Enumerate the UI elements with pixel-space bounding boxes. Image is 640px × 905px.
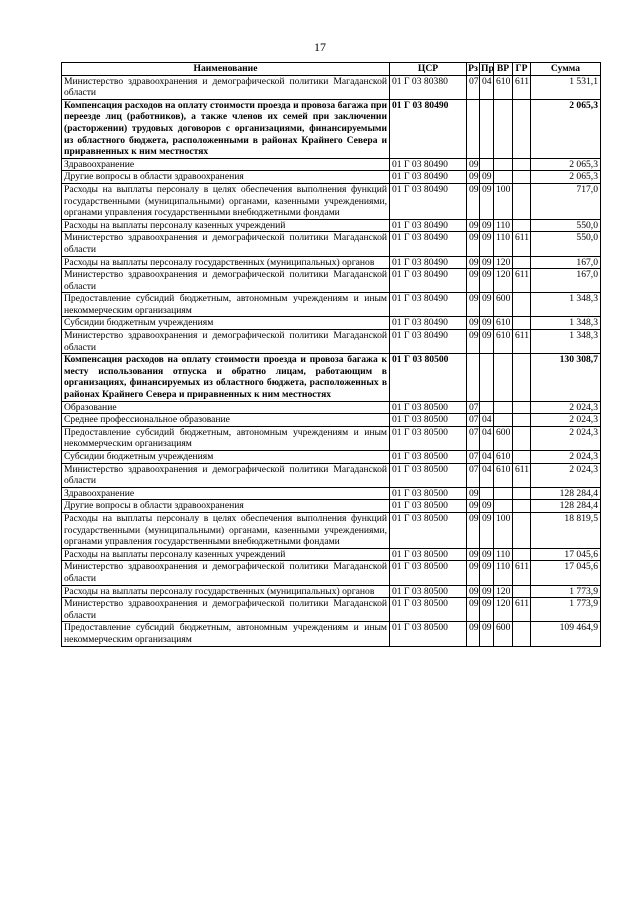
pr-cell: 09	[480, 269, 494, 293]
csr-cell: 01 Г 03 80490	[390, 219, 467, 232]
gr-cell	[513, 451, 531, 464]
rz-cell: 07	[467, 414, 480, 427]
name-cell: Министерство здравоохранения и демографической политики Магаданской области	[62, 330, 390, 354]
sum-cell: 2 065,3	[531, 99, 601, 158]
vr-cell: 610	[494, 75, 513, 99]
table-row	[62, 317, 601, 330]
csr-cell: 01 Г 03 80500	[390, 500, 467, 513]
pr-cell	[480, 401, 494, 414]
vr-cell	[494, 158, 513, 171]
gr-cell	[513, 487, 531, 500]
table-row	[62, 354, 601, 401]
table-row	[62, 75, 601, 99]
gr-cell	[513, 256, 531, 269]
gr-cell: 611	[513, 598, 531, 622]
csr-cell: 01 Г 03 80490	[390, 330, 467, 354]
rz-cell: 07	[467, 426, 480, 450]
sum-cell: 1 348,3	[531, 317, 601, 330]
rz-cell: 09	[467, 548, 480, 561]
vr-cell: 120	[494, 256, 513, 269]
sum-cell: 550,0	[531, 219, 601, 232]
pr-cell: 09	[480, 330, 494, 354]
header-name: Наименование	[62, 63, 390, 76]
sum-cell: 2 024,3	[531, 451, 601, 464]
name-cell: Предоставление субсидий бюджетным, автономным учреждениям и иным некоммерческим организациям	[62, 622, 390, 646]
sum-cell: 130 308,7	[531, 354, 601, 401]
pr-cell: 09	[480, 585, 494, 598]
sum-cell: 2 024,3	[531, 401, 601, 414]
name-cell: Другие вопросы в области здравоохранения	[62, 500, 390, 513]
sum-cell: 2 065,3	[531, 158, 601, 171]
rz-cell: 07	[467, 463, 480, 487]
vr-cell: 610	[494, 317, 513, 330]
name-cell: Предоставление субсидий бюджетным, автономным учреждениям и иным некоммерческим организациям	[62, 293, 390, 317]
name-cell: Расходы на выплаты персоналу в целях обеспечения выполнения функций государственными (муниципальными) органами, казенными учреждениями, органами управления государственными внебюджетными фондами	[62, 183, 390, 219]
name-cell: Министерство здравоохранения и демографической политики Магаданской области	[62, 232, 390, 256]
table-row	[62, 561, 601, 585]
rz-cell	[467, 99, 480, 158]
rz-cell: 07	[467, 401, 480, 414]
rz-cell: 09	[467, 330, 480, 354]
rz-cell: 09	[467, 293, 480, 317]
sum-cell: 1 531,1	[531, 75, 601, 99]
header-pr: Пр	[481, 63, 494, 74]
gr-cell	[513, 622, 531, 646]
rz-cell: 07	[467, 75, 480, 99]
name-cell: Здравоохранение	[62, 487, 390, 500]
gr-cell	[513, 183, 531, 219]
sum-cell: 17 045,6	[531, 561, 601, 585]
pr-cell: 09	[480, 512, 494, 548]
rz-cell: 09	[467, 500, 480, 513]
csr-cell: 01 Г 03 80490	[390, 232, 467, 256]
vr-cell: 110	[494, 219, 513, 232]
vr-cell: 600	[494, 293, 513, 317]
gr-cell: 611	[513, 269, 531, 293]
pr-cell	[480, 99, 494, 158]
sum-cell: 2 024,3	[531, 463, 601, 487]
sum-cell: 1 348,3	[531, 293, 601, 317]
pr-cell: 04	[480, 426, 494, 450]
csr-cell: 01 Г 03 80500	[390, 585, 467, 598]
gr-cell	[513, 317, 531, 330]
rz-cell: 09	[467, 487, 480, 500]
csr-cell: 01 Г 03 80490	[390, 158, 467, 171]
vr-cell: 120	[494, 269, 513, 293]
sum-cell: 128 284,4	[531, 487, 601, 500]
vr-cell: 110	[494, 548, 513, 561]
table-row	[62, 256, 601, 269]
rz-cell: 09	[467, 232, 480, 256]
csr-cell: 01 Г 03 80490	[390, 256, 467, 269]
vr-cell	[494, 171, 513, 184]
vr-cell	[494, 487, 513, 500]
vr-cell: 100	[494, 183, 513, 219]
name-cell: Министерство здравоохранения и демографической политики Магаданской области	[62, 598, 390, 622]
header-rz: Рз	[468, 63, 478, 74]
rz-cell: 09	[467, 219, 480, 232]
name-cell: Субсидии бюджетным учреждениям	[62, 317, 390, 330]
name-cell: Расходы на выплаты персоналу государственных (муниципальных) органов	[62, 585, 390, 598]
table-row	[62, 451, 601, 464]
gr-cell	[513, 500, 531, 513]
pr-cell: 04	[480, 463, 494, 487]
pr-cell: 09	[480, 256, 494, 269]
vr-cell	[494, 500, 513, 513]
csr-cell: 01 Г 03 80500	[390, 487, 467, 500]
table-row	[62, 269, 601, 293]
rz-cell: 07	[467, 451, 480, 464]
pr-cell: 09	[480, 219, 494, 232]
table-row	[62, 183, 601, 219]
sum-cell: 550,0	[531, 232, 601, 256]
table-row	[62, 99, 601, 158]
gr-cell: 611	[513, 330, 531, 354]
table-row	[62, 171, 601, 184]
table-row	[62, 463, 601, 487]
rz-cell: 09	[467, 171, 480, 184]
table-row	[62, 426, 601, 450]
sum-cell: 2 024,3	[531, 414, 601, 427]
name-cell: Другие вопросы в области здравоохранения	[62, 171, 390, 184]
gr-cell	[513, 354, 531, 401]
csr-cell: 01 Г 03 80490	[390, 183, 467, 219]
vr-cell	[494, 99, 513, 158]
pr-cell	[480, 158, 494, 171]
rz-cell: 09	[467, 317, 480, 330]
name-cell: Образование	[62, 401, 390, 414]
rz-cell: 09	[467, 256, 480, 269]
vr-cell: 110	[494, 561, 513, 585]
gr-cell	[513, 401, 531, 414]
gr-cell	[513, 171, 531, 184]
vr-cell: 610	[494, 330, 513, 354]
vr-cell: 120	[494, 598, 513, 622]
header-gr: ГР	[513, 63, 531, 76]
csr-cell: 01 Г 03 80500	[390, 622, 467, 646]
vr-cell: 120	[494, 585, 513, 598]
sum-cell: 1 348,3	[531, 330, 601, 354]
gr-cell: 611	[513, 232, 531, 256]
header-csr: ЦСР	[390, 63, 467, 76]
gr-cell	[513, 414, 531, 427]
sum-cell: 2 024,3	[531, 426, 601, 450]
vr-cell: 110	[494, 232, 513, 256]
rz-cell: 09	[467, 183, 480, 219]
gr-cell	[513, 512, 531, 548]
pr-cell: 09	[480, 561, 494, 585]
name-cell: Здравоохранение	[62, 158, 390, 171]
csr-cell: 01 Г 03 80490	[390, 269, 467, 293]
csr-cell: 01 Г 03 80380	[390, 75, 467, 99]
name-cell: Расходы на выплаты персоналу государственных (муниципальных) органов	[62, 256, 390, 269]
vr-cell	[494, 354, 513, 401]
csr-cell: 01 Г 03 80500	[390, 548, 467, 561]
sum-cell: 167,0	[531, 256, 601, 269]
csr-cell: 01 Г 03 80500	[390, 512, 467, 548]
sum-cell: 1 773,9	[531, 598, 601, 622]
name-cell: Расходы на выплаты персоналу казенных учреждений	[62, 548, 390, 561]
header-sum: Сумма	[531, 63, 601, 76]
gr-cell	[513, 585, 531, 598]
table-row	[62, 512, 601, 548]
rz-cell: 09	[467, 622, 480, 646]
rz-cell: 09	[467, 561, 480, 585]
pr-cell	[480, 487, 494, 500]
name-cell: Субсидии бюджетным учреждениям	[62, 451, 390, 464]
csr-cell: 01 Г 03 80500	[390, 426, 467, 450]
csr-cell: 01 Г 03 80500	[390, 561, 467, 585]
name-cell: Министерство здравоохранения и демографической политики Магаданской области	[62, 75, 390, 99]
sum-cell: 167,0	[531, 269, 601, 293]
table-row	[62, 414, 601, 427]
sum-cell: 17 045,6	[531, 548, 601, 561]
sum-cell: 128 284,4	[531, 500, 601, 513]
vr-cell: 600	[494, 622, 513, 646]
name-cell: Компенсация расходов на оплату стоимости проезда и провоза багажа к месту использования отпуска и обратно лицам, работающим в организациях, финансируемых из областного бюджета, расположенных в районах Крайнего Севера и приравненных к ним местностях	[62, 354, 390, 401]
vr-cell: 610	[494, 451, 513, 464]
table-row	[62, 158, 601, 171]
vr-cell: 600	[494, 426, 513, 450]
pr-cell: 09	[480, 183, 494, 219]
rz-cell: 09	[467, 512, 480, 548]
name-cell: Расходы на выплаты персоналу в целях обеспечения выполнения функций государственными (муниципальными) органами, казенными учреждениями, органами управления государственными внебюджетными фондами	[62, 512, 390, 548]
table-row	[62, 548, 601, 561]
rz-cell: 09	[467, 585, 480, 598]
pr-cell	[480, 354, 494, 401]
table-row	[62, 401, 601, 414]
pr-cell: 09	[480, 598, 494, 622]
pr-cell: 09	[480, 171, 494, 184]
pr-cell: 09	[480, 317, 494, 330]
gr-cell	[513, 219, 531, 232]
table-row	[62, 232, 601, 256]
rz-cell	[467, 354, 480, 401]
csr-cell: 01 Г 03 80500	[390, 414, 467, 427]
gr-cell	[513, 99, 531, 158]
name-cell: Предоставление субсидий бюджетным, автономным учреждениям и иным некоммерческим организациям	[62, 426, 390, 450]
gr-cell: 611	[513, 561, 531, 585]
csr-cell: 01 Г 03 80490	[390, 317, 467, 330]
rz-cell: 09	[467, 598, 480, 622]
gr-cell	[513, 426, 531, 450]
table-header-row	[62, 63, 601, 76]
vr-cell	[494, 401, 513, 414]
table-row	[62, 219, 601, 232]
table-row	[62, 598, 601, 622]
table-row	[62, 487, 601, 500]
gr-cell	[513, 293, 531, 317]
table-body	[62, 75, 601, 646]
table-row	[62, 293, 601, 317]
pr-cell: 04	[480, 75, 494, 99]
csr-cell: 01 Г 03 80490	[390, 171, 467, 184]
csr-cell: 01 Г 03 80500	[390, 598, 467, 622]
sum-cell: 2 065,3	[531, 171, 601, 184]
vr-cell: 610	[494, 463, 513, 487]
table-row	[62, 330, 601, 354]
name-cell: Министерство здравоохранения и демографической политики Магаданской области	[62, 561, 390, 585]
pr-cell: 09	[480, 622, 494, 646]
csr-cell: 01 Г 03 80500	[390, 354, 467, 401]
pr-cell: 04	[480, 414, 494, 427]
csr-cell: 01 Г 03 80500	[390, 451, 467, 464]
gr-cell	[513, 548, 531, 561]
csr-cell: 01 Г 03 80490	[390, 293, 467, 317]
csr-cell: 01 Г 03 80500	[390, 463, 467, 487]
vr-cell	[494, 414, 513, 427]
name-cell: Компенсация расходов на оплату стоимости проезда и провоза багажа при переезде лиц (работников), а также членов их семей при заключении (расторжении) трудовых договоров с организациями, финансируемыми из областного бюджета, расположенными в районах Крайнего Севера и приравненных к ним местностях	[62, 99, 390, 158]
sum-cell: 18 819,5	[531, 512, 601, 548]
name-cell: Министерство здравоохранения и демографической политики Магаданской области	[62, 269, 390, 293]
pr-cell: 09	[480, 548, 494, 561]
name-cell: Среднее профессиональное образование	[62, 414, 390, 427]
gr-cell: 611	[513, 75, 531, 99]
gr-cell: 611	[513, 463, 531, 487]
rz-cell: 09	[467, 269, 480, 293]
table-row	[62, 500, 601, 513]
budget-table	[61, 62, 601, 647]
pr-cell: 09	[480, 500, 494, 513]
sum-cell: 717,0	[531, 183, 601, 219]
table-row	[62, 585, 601, 598]
rz-cell: 09	[467, 158, 480, 171]
pr-cell: 09	[480, 293, 494, 317]
pr-cell: 04	[480, 451, 494, 464]
gr-cell	[513, 158, 531, 171]
csr-cell: 01 Г 03 80500	[390, 401, 467, 414]
vr-cell: 100	[494, 512, 513, 548]
sum-cell: 1 773,9	[531, 585, 601, 598]
header-vr: ВР	[494, 63, 513, 76]
name-cell: Расходы на выплаты персоналу казенных учреждений	[62, 219, 390, 232]
name-cell: Министерство здравоохранения и демографической политики Магаданской области	[62, 463, 390, 487]
page-number: 17	[314, 40, 326, 54]
csr-cell: 01 Г 03 80490	[390, 99, 467, 158]
pr-cell: 09	[480, 232, 494, 256]
table-row	[62, 622, 601, 646]
sum-cell: 109 464,9	[531, 622, 601, 646]
